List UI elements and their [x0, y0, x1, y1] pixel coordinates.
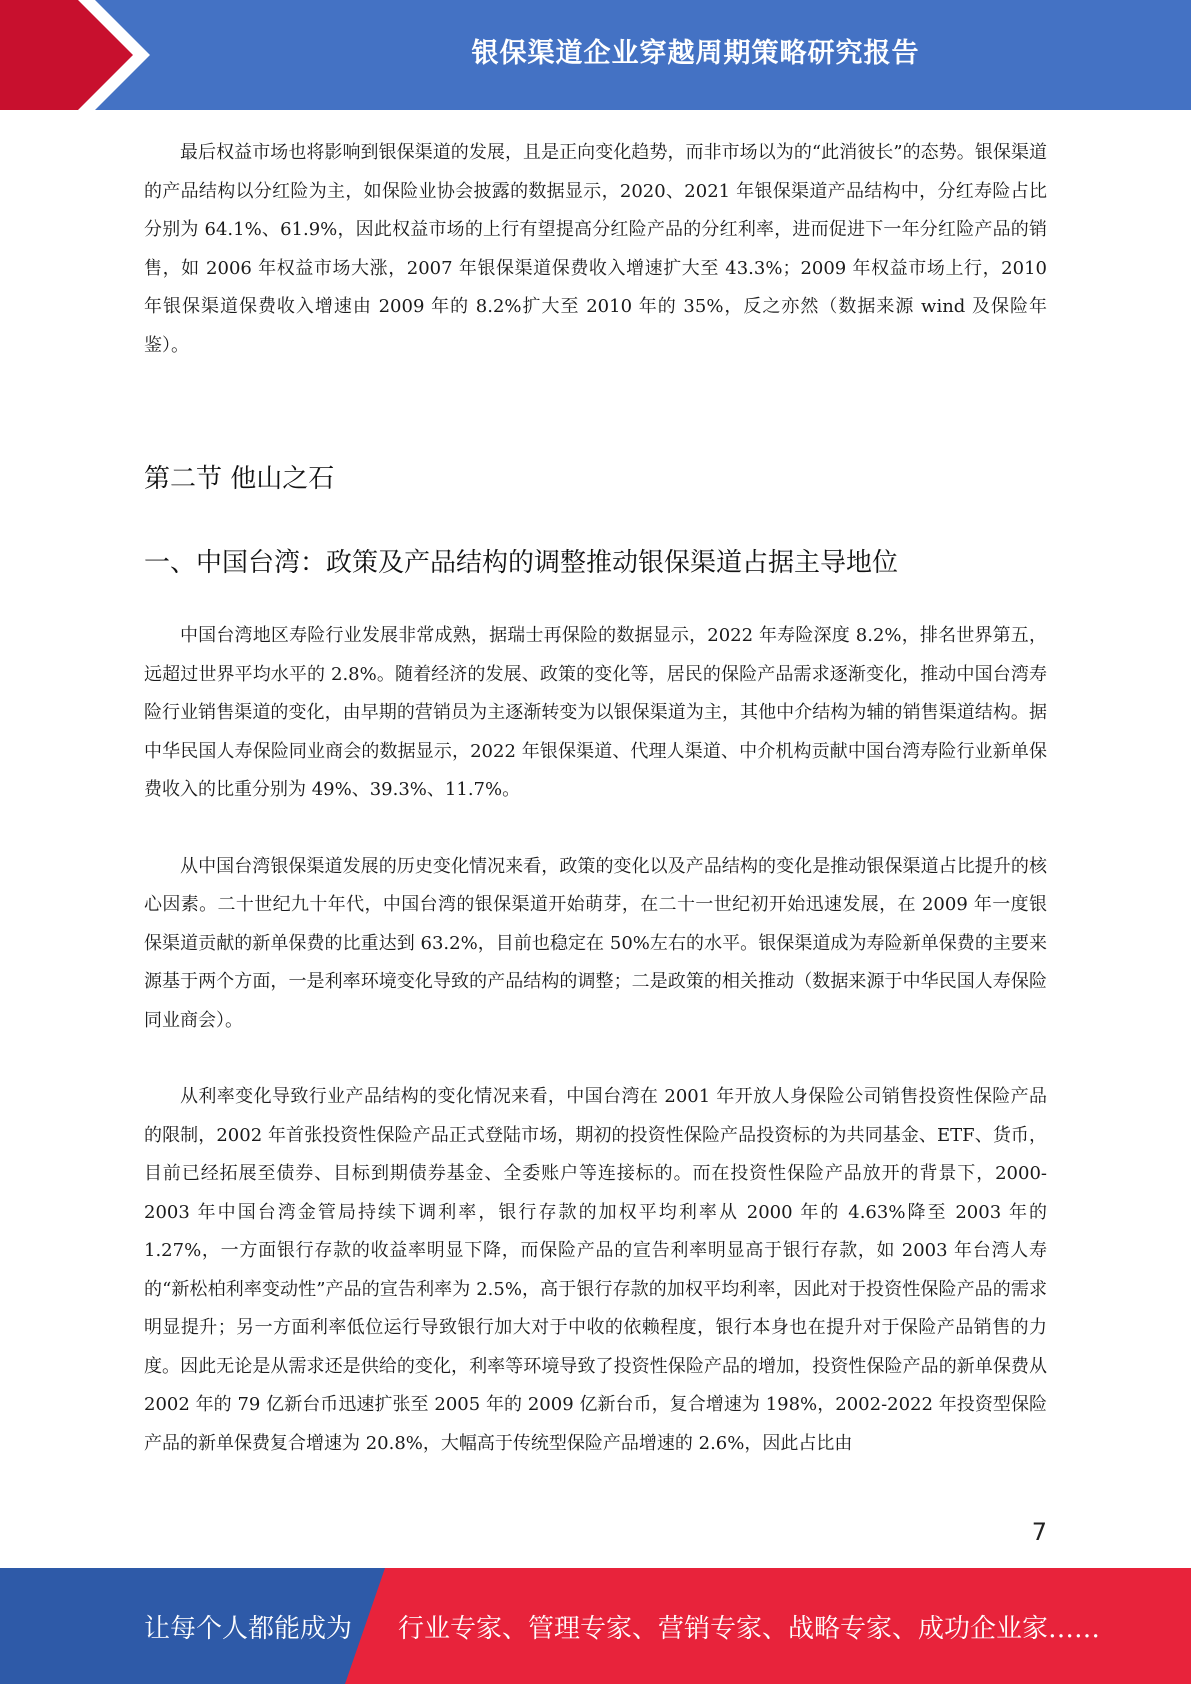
body-main — [144, 617, 1047, 1463]
subsection-heading: 一、中国台湾：政策及产品结构的调整推动银保渠道占据主导地位 — [144, 548, 899, 578]
body-top — [144, 134, 1047, 365]
page-number: 7 — [1031, 1518, 1047, 1546]
paragraph-taiwan-history: 从中国台湾银保渠道发展的历史变化情况来看，政策的变化以及产品结构的变化是推动银保渠道占比提升的核心因素。二十世纪九十年代，中国台湾的银保渠道开始萌芽，在二十一世纪初开始迅速发展，在 2009 年一度银保渠道贡献的新单保费的比重达到 63.2%，目前也稳定在 50%左右的水平。银保渠道成为寿险新单保费的主要来源基于两个方面，一是利率环境变化导致的产品结构的调整；二是政策的相关推动（数据来源于中华民国人寿保险同业商会）。 — [144, 855, 1047, 1031]
footer-slogan-right: 行业专家、管理专家、营销专家、战略专家、成功企业家…… — [398, 1613, 1101, 1644]
paragraph-equity-market: 最后权益市场也将影响到银保渠道的发展，且是正向变化趋势，而非市场以为的“此消彼长”的态势。银保渠道的产品结构以分红险为主，如保险业协会披露的数据显示，2020、2021 年银保渠道产品结构中，分红寿险占比分别为 64.1%、61.9%，因此权益市场的上行有望提高分红险产品的分红利率，进而促进下一年分红险产品的销售，如 2006 年权益市场大涨，2007 年银保渠道保费收入增速扩大至 43.3%；2009 年权益市场上行，2010 年银保渠道保费收入增速由 2009 年的 8.2%扩大至 2010 年的 35%，反之亦然（数据来源 wind 及保险年鉴）。 — [144, 142, 1047, 356]
page-footer — [0, 1568, 1191, 1684]
paragraph-taiwan-overview: 中国台湾地区寿险行业发展非常成熟，据瑞士再保险的数据显示，2022 年寿险深度 8.2%，排名世界第五，远超过世界平均水平的 2.8%。随着经济的发展、政策的变化等，居民的保险产品需求逐渐变化，推动中国台湾寿险行业销售渠道的变化，由早期的营销员为主逐渐转变为以银保渠道为主，其他中介结构为辅的销售渠道结构。据中华民国人寿保险同业商会的数据显示，2022 年银保渠道、代理人渠道、中介机构贡献中国台湾寿险行业新单保费收入的比重分别为 49%、39.3%、11.7%。 — [144, 625, 1047, 800]
section-heading: 第二节 他山之石 — [144, 464, 335, 494]
footer-slogan-left: 让每个人都能成为 — [144, 1613, 353, 1644]
chevron-arrow-logo — [0, 0, 160, 110]
report-title: 银保渠道企业穿越周期策略研究报告 — [471, 37, 920, 69]
paragraph-interest-rate: 从利率变化导致行业产品结构的变化情况来看，中国台湾在 2001 年开放人身保险公司销售投资性保险产品的限制，2002 年首张投资性保险产品正式登陆市场，期初的投资性保险产品投资标的为共同基金、ETF、货币，目前已经拓展至债券、目标到期债券基金、全委账户等连接标的。而在投资性保险产品放开的背景下，2000-2003 年中国台湾金管局持续下调利率，银行存款的加权平均利率从 2000 年的 4.63%降至 2003 年的 1.27%，一方面银行存款的收益率明显下降，而保险产品的宣告利率明显高于银行存款，如 2003 年台湾人寿的“新松柏利率变动性”产品的宣告利率为 2.5%，高于银行存款的加权平均利率，因此对于投资性保险产品的需求明显提升；另一方面利率低位运行导致银行加大对于中收的依赖程度，银行本身也在提升对于保险产品销售的力度。因此无论是从需求还是供给的变化，利率等环境导致了投资性保险产品的增加，投资性保险产品的新单保费从 2002 年的 79 亿新台币迅速扩张至 2005 年的 2009 亿新台币，复合增速为 198%，2002-2022 年投资型保险产品的新单保费复合增速为 20.8%，大幅高于传统型保险产品增速的 2.6%，因此占比由 — [144, 1086, 1047, 1454]
page-header — [0, 0, 1191, 110]
